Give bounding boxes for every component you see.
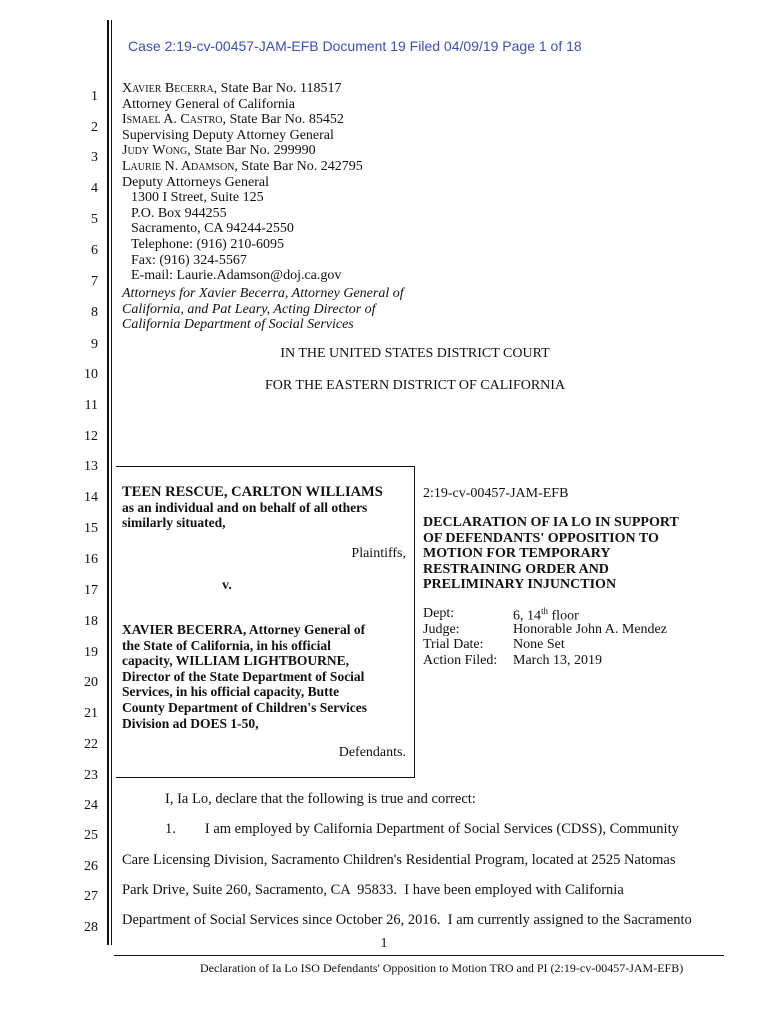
attorneys-for-line: California, and Pat Leary, Acting Director of — [122, 301, 376, 317]
line-number: 4 — [91, 181, 98, 196]
case-header: Case 2:19-cv-00457-JAM-EFB Document 19 Filed 04/09/19 Page 1 of 18 — [128, 38, 582, 54]
line-number: 25 — [84, 828, 98, 843]
line-number: 15 — [84, 521, 98, 536]
line-number: 22 — [84, 737, 98, 752]
title-line: OF DEFENDANTS' OPPOSITION TO — [423, 530, 659, 546]
line-number: 17 — [84, 583, 98, 598]
counsel-line: 1300 I Street, Suite 125 — [131, 190, 264, 206]
counsel-line: Sacramento, CA 94244-2550 — [131, 221, 294, 237]
plaintiffs-line: as an individual and on behalf of all others — [122, 499, 368, 515]
line-number: 9 — [91, 337, 98, 352]
line-number: 21 — [84, 706, 98, 721]
detail-value: March 13, 2019 — [513, 652, 603, 668]
counsel-line: P.O. Box 944255 — [131, 205, 227, 221]
footer-text: Declaration of Ia Lo ISO Defendants' Opposition to Motion TRO and PI (2:19-cv-00457-JAM-EFB) — [200, 961, 684, 975]
court-name: IN THE UNITED STATES DISTRICT COURT — [280, 346, 550, 361]
defendants-line: XAVIER BECERRA, Attorney General of — [122, 622, 366, 637]
line-number: 1 — [91, 89, 98, 104]
line-number: 13 — [84, 459, 98, 474]
attorney-name: Judy Wong — [122, 143, 188, 159]
body-line: Care Licensing Division, Sacramento Children's Residential Program, located at 2525 Natomas — [122, 852, 676, 868]
line-number: 16 — [84, 552, 98, 567]
line-number: 11 — [84, 398, 98, 413]
line-number: 18 — [84, 614, 98, 629]
counsel-line: Fax: (916) 324-5567 — [131, 252, 247, 268]
attorney-bar-number: , State Bar No. 242795 — [234, 159, 363, 174]
counsel-line — [122, 112, 344, 128]
defendants-line: Services, in his official capacity, Butte — [122, 684, 340, 700]
margin-rule-right — [111, 20, 112, 945]
counsel-line: Deputy Attorneys General — [122, 174, 269, 190]
body-line: Department of Social Services since October 26, 2016. I am currently assigned to the Sacramento — [122, 912, 692, 928]
plaintiffs-line: TEEN RESCUE, CARLTON WILLIAMS — [122, 484, 383, 500]
line-number: 10 — [84, 367, 98, 382]
title-line: PRELIMINARY INJUNCTION — [423, 577, 617, 593]
line-number: 12 — [84, 429, 98, 444]
line-number: 24 — [84, 798, 98, 813]
detail-label: Trial Date: — [423, 637, 484, 653]
line-number: 5 — [91, 212, 98, 227]
counsel-line — [122, 81, 341, 97]
plaintiffs-label: Plaintiffs, — [351, 546, 406, 561]
line-number: 28 — [84, 920, 98, 935]
margin-rule-left — [107, 20, 109, 945]
defendants-line: capacity, WILLIAM LIGHTBOURNE, — [122, 653, 350, 669]
footer-rule — [114, 955, 724, 956]
counsel-line: Supervising Deputy Attorney General — [122, 127, 334, 143]
line-number: 27 — [84, 889, 98, 904]
body-line: I, Ia Lo, declare that the following is true and correct: — [165, 791, 476, 807]
line-number: 26 — [84, 859, 98, 874]
counsel-line: Telephone: (916) 210-6095 — [131, 237, 284, 252]
caption-vertical-rule — [414, 466, 415, 778]
defendants-line: the State of California, in his official — [122, 637, 331, 653]
detail-label: Judge: — [423, 621, 460, 637]
defendants-label: Defendants. — [338, 745, 406, 760]
counsel-line — [122, 159, 363, 175]
line-number: 14 — [84, 490, 98, 505]
counsel-line — [122, 143, 316, 159]
attorneys-for-line: Attorneys for Xavier Becerra, Attorney General of — [122, 286, 404, 301]
body-line: 1. I am employed by California Department of Social Services (CDSS), Community — [165, 821, 679, 837]
attorney-bar-number: , State Bar No. 85452 — [222, 112, 344, 128]
defendants-line: County Department of Children's Services — [122, 700, 367, 715]
detail-superscript: th — [541, 606, 549, 616]
line-number: 3 — [91, 150, 98, 165]
attorney-bar-number: , State Bar No. 299990 — [187, 143, 316, 159]
line-number: 19 — [84, 645, 98, 660]
line-number: 23 — [84, 768, 98, 783]
title-line: MOTION FOR TEMPORARY — [423, 546, 611, 562]
attorney-bar-number: , State Bar No. 118517 — [213, 81, 342, 96]
caption-top-rule — [116, 466, 414, 467]
detail-value: Honorable John A. Mendez — [513, 621, 667, 637]
line-number: 20 — [84, 675, 98, 690]
defendants-line: Director of the State Department of Social — [122, 668, 365, 684]
case-number: 2:19-cv-00457-JAM-EFB — [423, 486, 569, 501]
attorney-name: Xavier Becerra — [122, 81, 214, 96]
detail-value: 6, 14th floor — [513, 606, 579, 624]
detail-label: Dept: — [423, 606, 455, 621]
detail-value: None Set — [513, 637, 565, 653]
line-number: 2 — [91, 120, 98, 135]
detail-label: Action Filed: — [423, 652, 498, 668]
versus: v. — [222, 578, 232, 593]
attorney-name: Ismael A. Castro — [122, 112, 223, 128]
line-number: 7 — [91, 274, 98, 289]
title-line: DECLARATION OF IA LO IN SUPPORT — [423, 515, 679, 530]
counsel-line: E-mail: Laurie.Adamson@doj.ca.gov — [131, 268, 342, 284]
page-number: 1 — [380, 936, 388, 951]
plaintiffs-line: similarly situated, — [122, 515, 226, 531]
defendants-line: Division ad DOES 1-50, — [122, 715, 259, 731]
attorneys-for-line: California Department of Social Services — [122, 317, 354, 333]
body-line: Park Drive, Suite 260, Sacramento, CA 95833. I have been employed with California — [122, 882, 624, 898]
line-number: 6 — [91, 243, 98, 258]
court-district: FOR THE EASTERN DISTRICT OF CALIFORNIA — [264, 378, 566, 393]
counsel-line: Attorney General of California — [122, 96, 295, 112]
title-line: RESTRAINING ORDER AND — [423, 561, 609, 577]
caption-bottom-rule — [116, 777, 414, 778]
attorney-name: Laurie N. Adamson — [122, 159, 235, 174]
line-number: 8 — [91, 305, 98, 320]
